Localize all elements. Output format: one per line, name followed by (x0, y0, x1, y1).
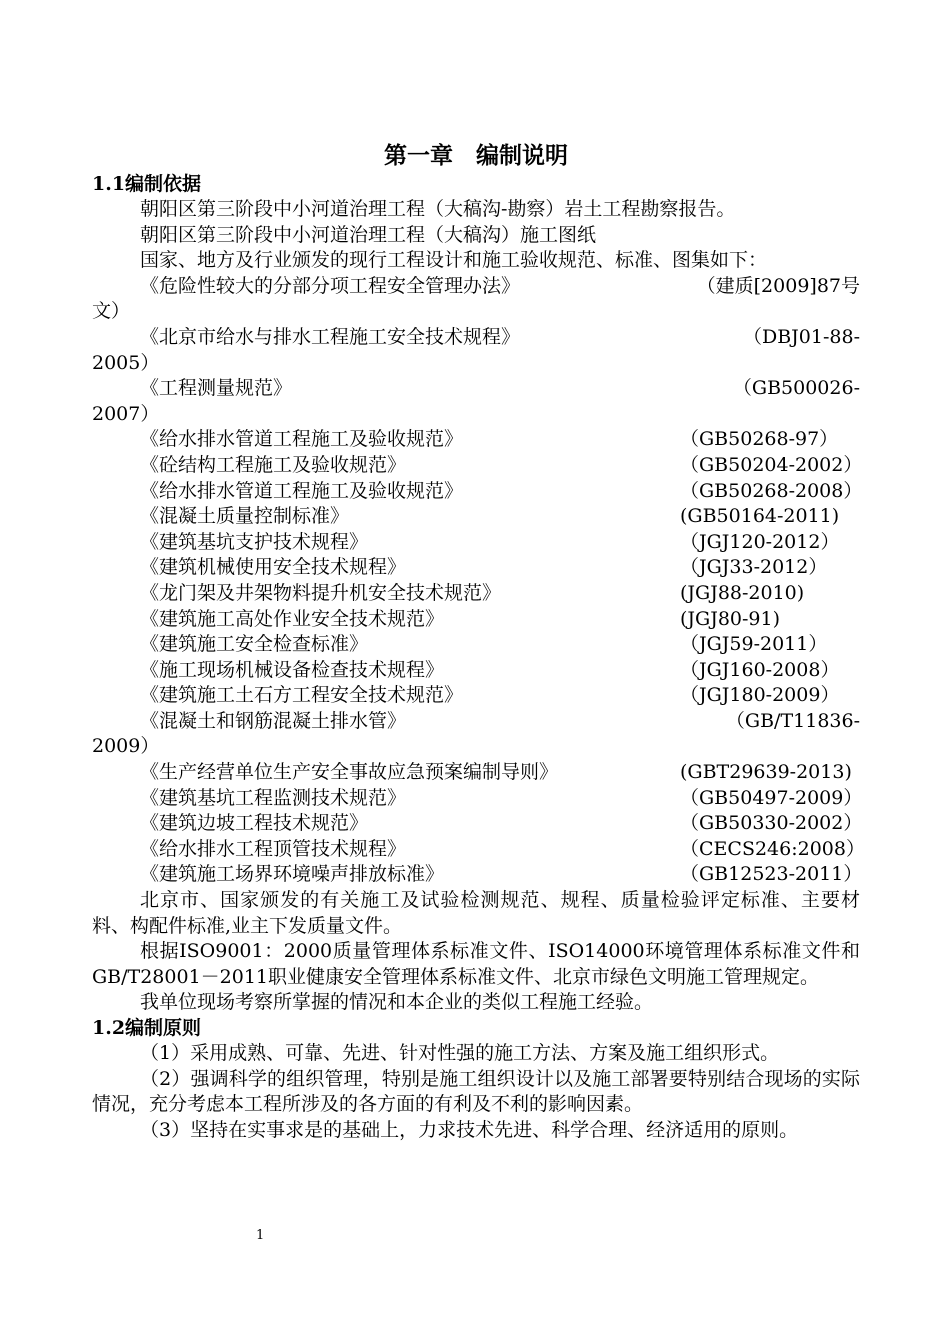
reference-code: （DBJ01-88- (742, 325, 860, 348)
page-number: 1 (256, 1228, 265, 1243)
reference-code-tail: 2005） (92, 351, 160, 374)
reference-item (92, 760, 860, 786)
reference-code: （GB50268-97） (680, 428, 839, 451)
reference-name: 《建筑施工土石方工程安全技术规范》 (140, 684, 464, 707)
paragraph: 根据ISO9001：2000质量管理体系标准文件、ISO14000环境管理体系标准文件和GB/T28001－2011职业健康安全管理体系标准文件、北京市绿色文明施工管理规定。 (92, 940, 860, 988)
reference-code: （GB50268-2008） (680, 479, 863, 502)
reference-item (92, 376, 860, 427)
reference-code: （JGJ59-2011） (680, 633, 828, 656)
reference-name: 《生产经营单位生产安全事故应急预案编制导则》 (140, 761, 559, 784)
reference-code: （建质[2009]87号 (696, 274, 860, 297)
reference-name: 《混凝土质量控制标准》 (140, 505, 350, 528)
reference-code: （GB500026- (732, 377, 860, 400)
reference-code-tail: 2009） (92, 735, 160, 758)
reference-item (92, 709, 860, 760)
reference-name: 《建筑施工高处作业安全技术规范》 (140, 607, 445, 630)
reference-name: 《施工现场机械设备检查技术规程》 (140, 658, 445, 681)
reference-name: 《工程测量规范》 (140, 377, 293, 400)
reference-name: 《给水排水管道工程施工及验收规范》 (140, 479, 464, 502)
paragraph: （2）强调科学的组织管理，特别是施工组织设计以及施工部署要特别结合现场的实际情况，充分考虑本工程所涉及的各方面的有利及不利的影响因素。 (92, 1067, 860, 1116)
reference-item (92, 274, 860, 325)
reference-code: （JGJ120-2012） (680, 530, 840, 553)
reference-name: 《给水排水工程顶管技术规程》 (140, 837, 407, 860)
reference-name: 《北京市给水与排水工程施工安全技术规程》 (140, 325, 521, 348)
reference-name: 《建筑边坡工程技术规范》 (140, 812, 369, 835)
reference-code: （CECS246:2008） (680, 837, 865, 860)
reference-item (92, 632, 860, 658)
document-page (92, 140, 865, 1143)
reference-name: 《建筑机械使用安全技术规程》 (140, 556, 407, 579)
paragraph: （1）采用成熟、可靠、先进、针对性强的施工方法、方案及施工组织形式。 (140, 1042, 780, 1064)
reference-item (92, 581, 860, 607)
paragraph: 朝阳区第三阶段中小河道治理工程（大稿沟-勘察）岩土工程勘察报告。 (140, 198, 736, 220)
reference-code: (GBT29639-2013) (680, 761, 852, 784)
reference-item (92, 658, 860, 684)
reference-item (92, 607, 860, 633)
reference-item (92, 427, 860, 453)
reference-code: (JGJ88-2010) (680, 581, 805, 604)
reference-code: （JGJ160-2008） (680, 658, 840, 681)
reference-code: （GB50204-2002） (680, 453, 863, 476)
reference-code: (JGJ80-91) (680, 607, 781, 630)
paragraph: （3）坚持在实事求是的基础上，力求技术先进、科学合理、经济适用的原则。 (140, 1118, 799, 1141)
chapter-title: 第一章 编制说明 (384, 142, 568, 169)
paragraph: 我单位现场考察所掌握的情况和本企业的类似工程施工经验。 (140, 991, 654, 1014)
reference-name: 《给水排水管道工程施工及验收规范》 (140, 428, 464, 451)
reference-item (92, 786, 863, 812)
reference-item (92, 504, 860, 530)
reference-item (92, 862, 863, 888)
reference-code: (GB50164-2011) (680, 505, 840, 528)
reference-item (92, 479, 863, 505)
reference-code: （GB50497-2009） (680, 786, 863, 809)
reference-name: 《龙门架及井架物料提升机安全技术规范》 (140, 581, 502, 604)
reference-code: （GB12523-2011） (680, 863, 863, 886)
reference-name: 《砼结构工程施工及验收规范》 (140, 453, 407, 476)
reference-name: 《危险性较大的分部分项工程安全管理办法》 (140, 274, 521, 297)
reference-name: 《建筑基坑支护技术规程》 (140, 530, 369, 553)
reference-code: （GB/T11836- (725, 709, 860, 732)
reference-name: 《建筑基坑工程监测技术规范》 (140, 786, 407, 809)
reference-code: （JGJ180-2009） (680, 684, 840, 707)
reference-code-tail: 2007） (92, 402, 160, 425)
reference-name: 《建筑施工安全检查标准》 (140, 633, 369, 656)
paragraph: 北京市、国家颁发的有关施工及试验检测规范、规程、质量检验评定标准、主要材料、构配件标准,业主下发质量文件。 (92, 889, 860, 937)
reference-item (92, 683, 860, 709)
reference-code-tail: 文） (92, 300, 131, 323)
section-heading-basis: 1.1编制依据 (92, 173, 202, 195)
reference-item (92, 555, 860, 581)
paragraph: 朝阳区第三阶段中小河道治理工程（大稿沟）施工图纸 (140, 223, 597, 246)
reference-item (92, 453, 863, 479)
reference-item (92, 811, 863, 837)
paragraph: 国家、地方及行业颁发的现行工程设计和施工验收规范、标准、图集如下： (140, 249, 768, 272)
reference-code: （GB50330-2002） (680, 812, 863, 835)
reference-name: 《建筑施工场界环境噪声排放标准》 (140, 863, 445, 886)
reference-name: 《混凝土和钢筋混凝土排水管》 (140, 709, 407, 732)
reference-item (92, 325, 860, 376)
section-heading-principles: 1.2编制原则 (92, 1017, 202, 1039)
reference-item (92, 837, 865, 863)
reference-code: （JGJ33-2012） (680, 556, 828, 579)
reference-item (92, 530, 860, 556)
